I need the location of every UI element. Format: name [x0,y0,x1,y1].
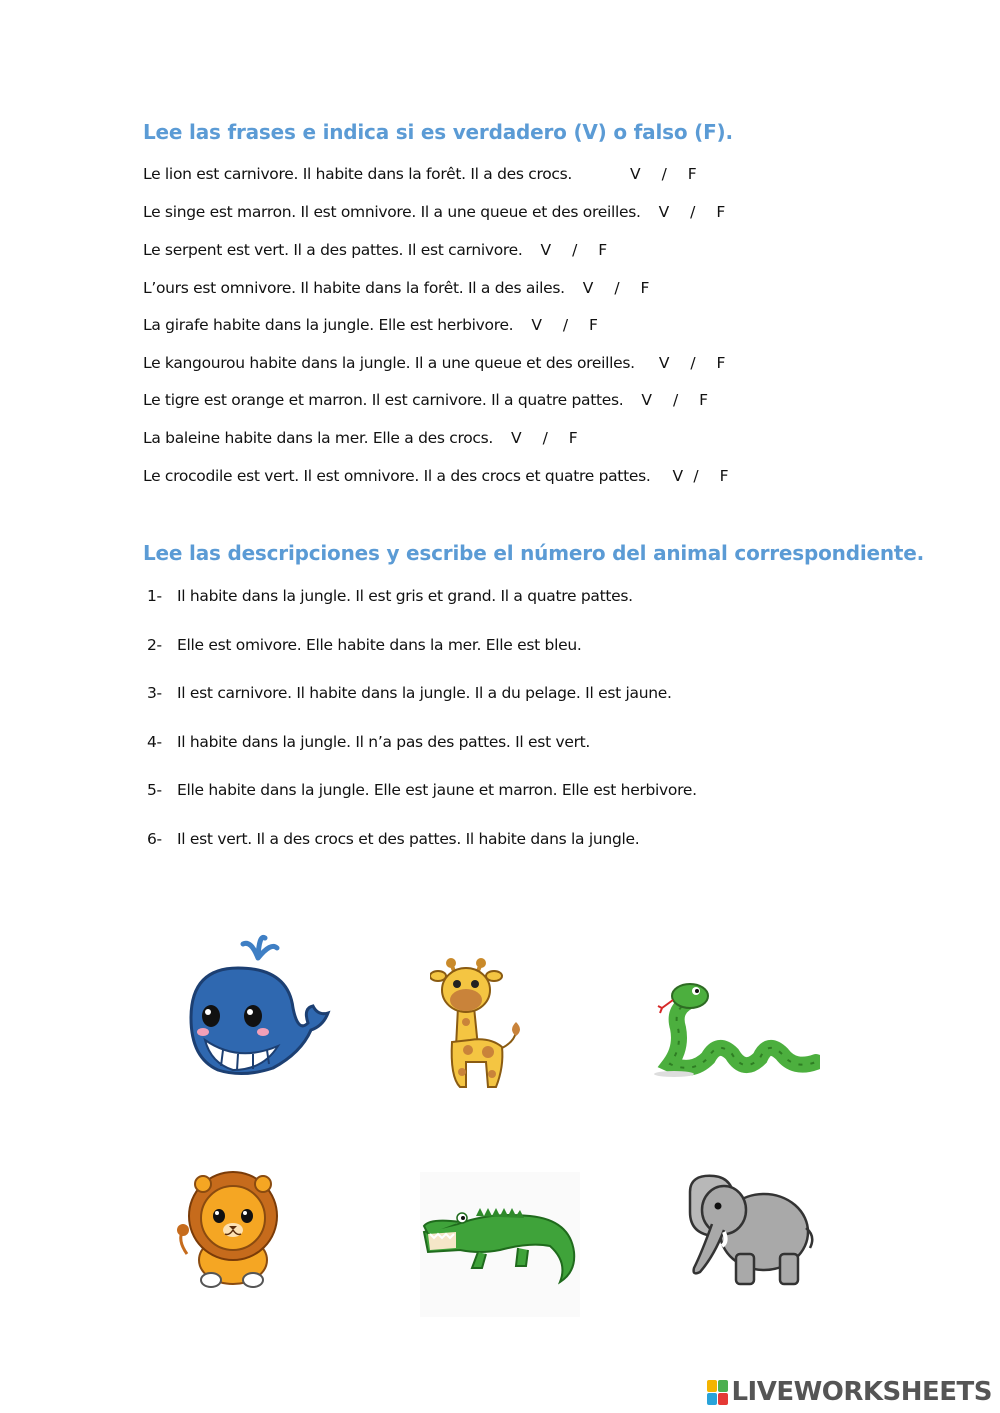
tf-choice[interactable]: V / F [658,354,726,372]
description-text: Il habite dans la jungle. Il est gris et grand. Il a quatre pattes. [177,587,633,605]
tf-item [143,203,725,221]
tf-item [143,467,728,485]
tf-choice[interactable]: V / F [582,279,650,297]
description-text: Il est vert. Il a des crocs et des pattes. Il habite dans la jungle. [177,830,640,848]
description-item [147,830,639,848]
tf-item [143,316,598,334]
tf-sentence: Le kangourou habite dans la jungle. Il a une queue et des oreilles. [143,354,635,372]
tf-sentence: Le singe est marron. Il est omnivore. Il a une queue et des oreilles. [143,203,641,221]
description-text: Elle est omivore. Elle habite dans la mer. Elle est bleu. [177,636,582,654]
description-number: 6- [147,830,162,848]
lion-image [173,1170,289,1292]
tf-choice[interactable]: V / F [511,429,578,447]
tf-sentence: Le tigre est orange et marron. Il est carnivore. Il a quatre pattes. [143,391,624,409]
description-text: Il est carnivore. Il habite dans la jungle. Il a du pelage. Il est jaune. [177,684,672,702]
tf-sentence: L’ours est omnivore. Il habite dans la forêt. Il a des ailes. [143,279,565,297]
tf-choice[interactable]: V / F [672,467,729,485]
tf-item [143,354,725,372]
tf-choice[interactable]: V / F [658,203,725,221]
tf-sentence: Le serpent est vert. Il a des pattes. Il est carnivore. [143,241,523,259]
crocodile-image [420,1172,580,1317]
tf-choice[interactable]: V / F [531,316,598,334]
tf-choice[interactable]: V / F [540,241,607,259]
giraffe-image [430,952,530,1092]
tf-sentence: Le lion est carnivore. Il habite dans la forêt. Il a des crocs. [143,165,573,183]
description-item [147,636,581,654]
description-item [147,684,672,702]
tf-item [143,429,577,447]
logo-text: LIVEWORKSHEETS [731,1377,992,1407]
description-text: Il habite dans la jungle. Il n’a pas des pattes. Il est vert. [177,733,591,751]
description-item [147,733,590,751]
section2-heading: Lee las descripciones y escribe el número del animal correspondiente. [143,541,924,565]
tf-item [143,241,607,259]
description-number: 5- [147,781,162,799]
logo-mark-icon [707,1380,728,1405]
section1-heading: Lee las frases e indica si es verdadero (V) o falso (F). [143,120,733,144]
description-number: 4- [147,733,162,751]
snake-image [652,978,820,1078]
description-text: Elle habite dans la jungle. Elle est jaune et marron. Elle est herbivore. [177,781,697,799]
tf-sentence: La girafe habite dans la jungle. Elle est herbivore. [143,316,514,334]
tf-item [143,279,649,297]
description-number: 2- [147,636,162,654]
whale-image [183,928,333,1080]
tf-choice[interactable]: V / F [641,391,708,409]
tf-item [143,391,708,409]
description-number: 1- [147,587,162,605]
tf-sentence: Le crocodile est vert. Il est omnivore. Il a des crocs et quatre pattes. [143,467,651,485]
elephant-image [684,1172,816,1290]
description-item [147,587,633,605]
liveworksheets-logo [707,1377,992,1407]
tf-item [143,165,696,183]
tf-choice[interactable]: V / F [630,165,697,183]
tf-sentence: La baleine habite dans la mer. Elle a des crocs. [143,429,494,447]
description-number: 3- [147,684,162,702]
description-item [147,781,697,799]
